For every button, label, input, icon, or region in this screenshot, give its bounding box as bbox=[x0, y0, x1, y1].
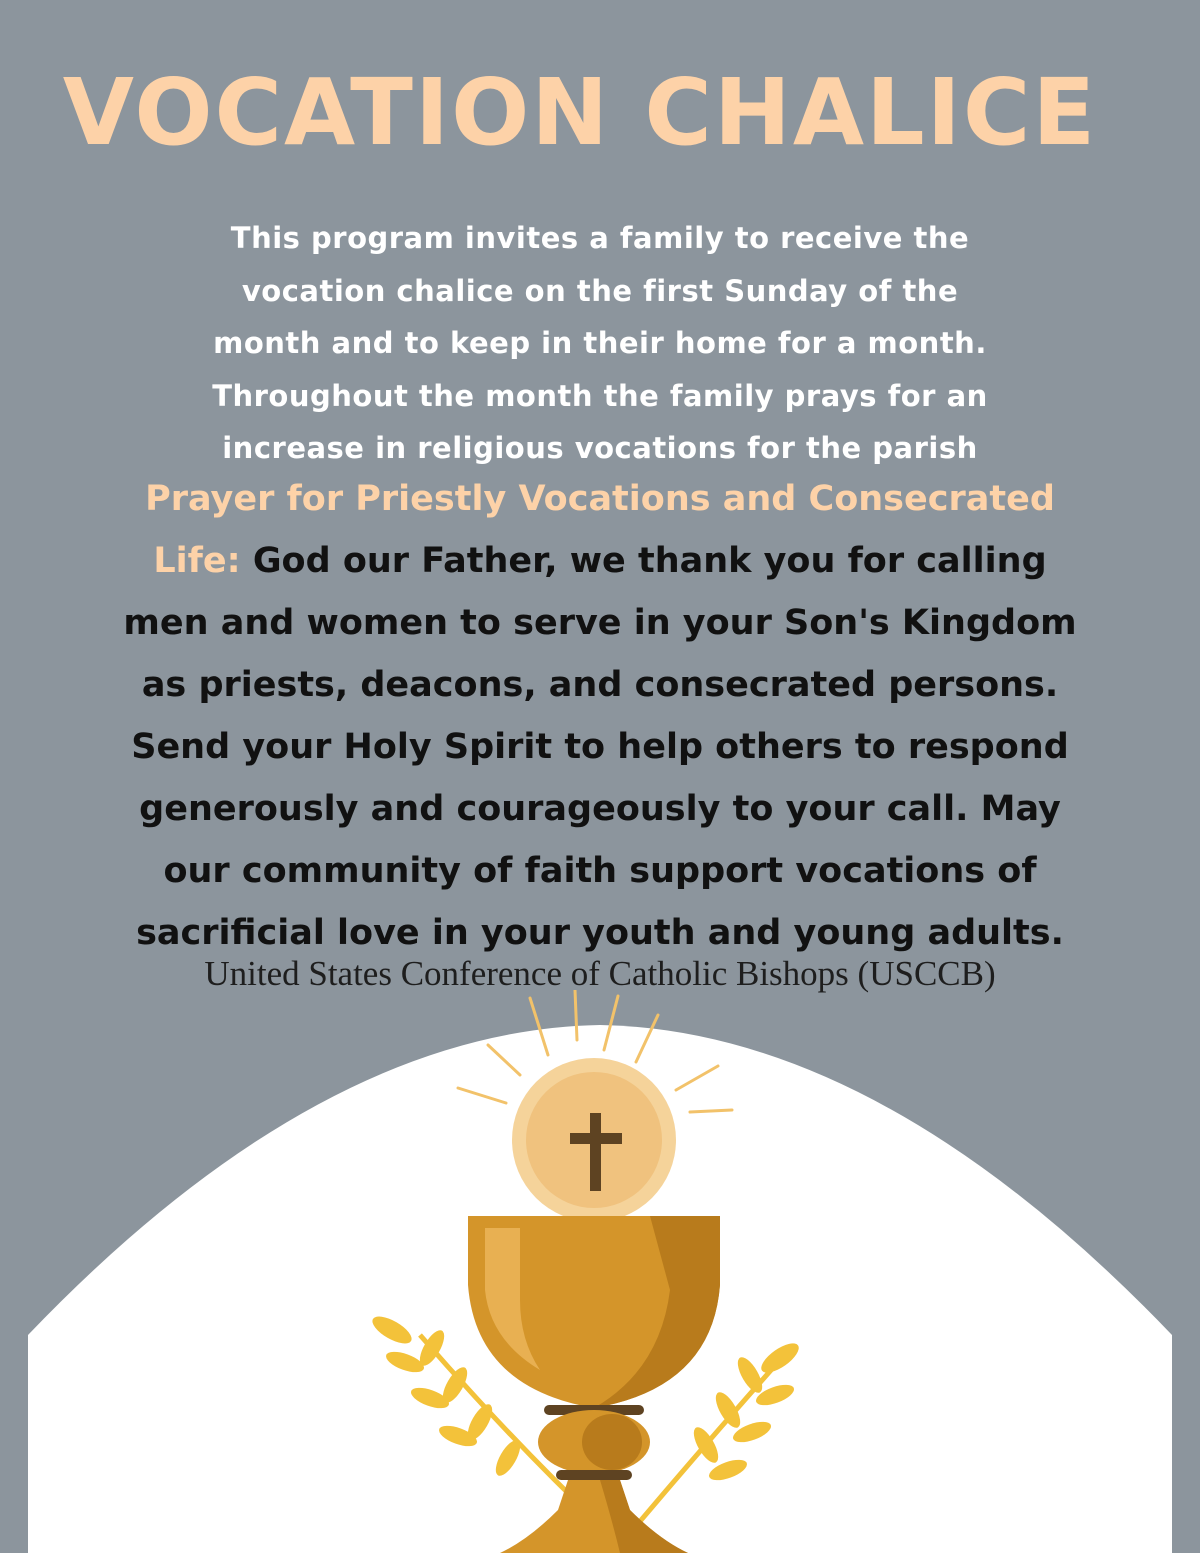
program-description bbox=[150, 212, 1050, 475]
intro-line: month and to keep in their home for a month. bbox=[213, 326, 987, 360]
prayer-line: sacrificial love in your youth and young adults. bbox=[136, 913, 1064, 953]
prayer-line: generously and courageously to your call. May bbox=[139, 789, 1061, 829]
intro-line: Throughout the month the family prays for an bbox=[212, 378, 988, 413]
chalice-illustration bbox=[0, 990, 1200, 1553]
prayer-line: our community of faith support vocations of bbox=[163, 851, 1037, 891]
prayer-line: as priests, deacons, and consecrated persons. bbox=[141, 665, 1059, 705]
intro-line: This program invites a family to receive the bbox=[230, 221, 970, 255]
prayer-line: Send your Holy Spirit to help others to respond bbox=[131, 727, 1069, 767]
prayer-line-text: God our Father, we thank you for calling bbox=[252, 541, 1047, 581]
prayer-line: men and women to serve in your Son's Kingdom bbox=[123, 603, 1077, 643]
prayer-text bbox=[100, 468, 1100, 964]
prayer-line bbox=[100, 530, 1100, 592]
prayer-heading-end: Life: bbox=[153, 541, 241, 581]
page-title: VOCATION CHALICE bbox=[62, 59, 1098, 166]
prayer-attribution: United States Conference of Catholic Bishops (USCCB) bbox=[204, 954, 996, 993]
intro-line: vocation chalice on the first Sunday of the bbox=[241, 273, 959, 308]
intro-line: increase in religious vocations for the parish bbox=[222, 431, 978, 465]
prayer-heading: Prayer for Priestly Vocations and Consecrated bbox=[145, 479, 1055, 519]
